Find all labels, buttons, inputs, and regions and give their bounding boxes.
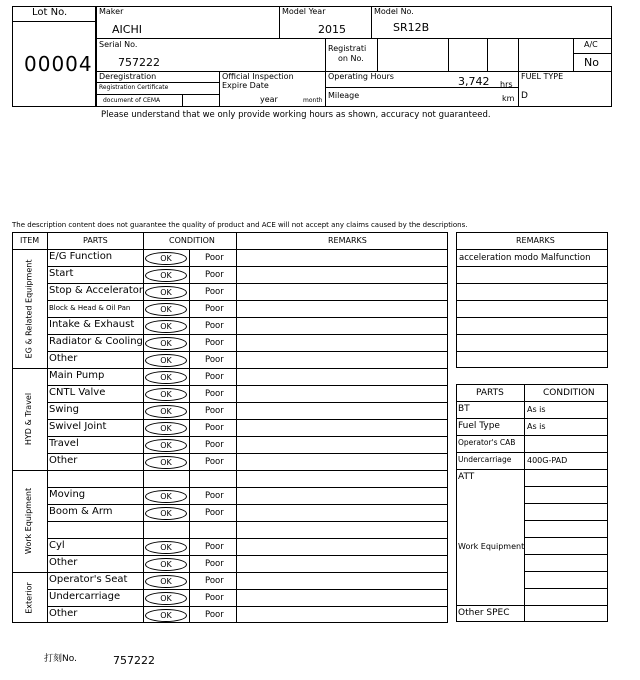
ac-label: A/C [584, 40, 598, 49]
month-label: month [303, 97, 323, 104]
poor-label: Poor [205, 423, 224, 433]
part-name: Other [49, 455, 78, 466]
ok-oval: OK [145, 286, 187, 299]
poor-label: Poor [205, 372, 224, 382]
divider [96, 94, 219, 95]
divider [47, 351, 448, 352]
cema-label: document of CEMA [103, 97, 161, 104]
divider [182, 94, 183, 107]
ac-value: No [584, 56, 599, 69]
divider [143, 232, 144, 623]
divider [456, 605, 608, 606]
part-name: Stop & Accelerator [49, 285, 144, 296]
divider [456, 435, 608, 436]
divider [47, 283, 448, 284]
poor-label: Poor [205, 389, 224, 399]
stamp-label: 打刻No. [44, 654, 77, 664]
group-label: Work Equipment [24, 487, 33, 555]
divider [12, 368, 448, 369]
divider [47, 266, 448, 267]
part-name: Moving [49, 489, 86, 500]
divider [219, 71, 220, 107]
group-label: HYD & Travel [24, 392, 33, 446]
parts-header: PARTS [476, 388, 504, 398]
divider [325, 38, 326, 107]
part-name: Operator's Seat [49, 574, 128, 585]
part-name: Main Pump [49, 370, 105, 381]
divider [96, 82, 219, 83]
ok-oval: OK [145, 252, 187, 265]
fuel-type-value: D [521, 91, 528, 101]
model-no-value: SR12B [393, 21, 430, 34]
divider [573, 38, 574, 71]
km-unit: km [502, 94, 515, 103]
divider [518, 38, 519, 107]
maker-label: Maker [99, 7, 124, 16]
divider [456, 452, 608, 453]
other-spec-label: Other SPEC [458, 608, 510, 618]
divider [377, 38, 378, 71]
poor-label: Poor [205, 287, 224, 297]
condition-header: CONDITION [543, 388, 595, 398]
ok-oval: OK [145, 456, 187, 469]
part-name: Swing [49, 404, 79, 415]
divider [487, 38, 488, 71]
operating-hours-value: 3,742 [458, 75, 490, 88]
divider [524, 571, 608, 572]
divider [456, 249, 608, 250]
serial-value: 757222 [118, 56, 160, 69]
deregistration-label: Deregistration [99, 72, 157, 81]
divider [236, 232, 237, 623]
serial-label: Serial No. [99, 40, 138, 49]
divider [47, 555, 448, 556]
ok-oval: OK [145, 541, 187, 554]
divider [524, 588, 608, 589]
ok-oval: OK [145, 609, 187, 622]
part-name: Other [49, 608, 78, 619]
divider [524, 537, 608, 538]
ok-oval: OK [145, 303, 187, 316]
part-name: Other [49, 557, 78, 568]
divider [47, 334, 448, 335]
group-label: EG & Related Equipment [24, 259, 33, 358]
fuel-type-label: FUEL TYPE [521, 72, 564, 81]
ok-oval: OK [145, 388, 187, 401]
header-condition: CONDITION [169, 236, 215, 245]
divider [371, 6, 372, 38]
inspection-label-2: Expire Date [222, 81, 269, 90]
divider [47, 385, 448, 386]
lot-label: Lot No. [32, 7, 68, 18]
poor-label: Poor [205, 304, 224, 314]
poor-label: Poor [205, 321, 224, 331]
ok-oval: OK [145, 558, 187, 571]
divider [47, 232, 48, 623]
divider [47, 453, 448, 454]
year-label: year [260, 95, 278, 104]
part-name: E/G Function [49, 251, 113, 262]
divider [47, 419, 448, 420]
part-name: Cyl [49, 540, 65, 551]
part-name: Start [49, 268, 74, 279]
mileage-label: Mileage [328, 91, 360, 100]
part-name: Other [49, 353, 78, 364]
ok-oval: OK [145, 371, 187, 384]
part-name: Radiator & Cooling [49, 336, 143, 347]
part-name: CNTL Valve [49, 387, 106, 398]
divider [456, 334, 608, 335]
divider [12, 249, 448, 250]
divider [47, 538, 448, 539]
work-equipment-label: Work Equipment [458, 542, 525, 551]
ok-oval: OK [145, 592, 187, 605]
model-year-label: Model Year [282, 7, 326, 16]
part-name: Undercarriage [49, 591, 121, 602]
divider [456, 300, 608, 301]
poor-label: Poor [205, 508, 224, 518]
header-remarks: REMARKS [328, 236, 367, 245]
poor-label: Poor [205, 457, 224, 467]
ok-oval: OK [145, 354, 187, 367]
divider [47, 436, 448, 437]
divider [573, 53, 612, 54]
divider [47, 521, 448, 522]
divider [456, 317, 608, 318]
operating-hours-label: Operating Hours [328, 72, 394, 81]
ok-oval: OK [145, 405, 187, 418]
ok-oval: OK [145, 575, 187, 588]
part-condition: As is [527, 405, 546, 414]
divider [47, 589, 448, 590]
remarks-header: REMARKS [516, 236, 555, 245]
registration-certificate-label: Registration Certificate [99, 84, 169, 91]
poor-label: Poor [205, 593, 224, 603]
ok-oval: OK [145, 320, 187, 333]
divider [47, 402, 448, 403]
part-condition: As is [527, 422, 546, 431]
divider [12, 21, 96, 22]
ok-oval: OK [145, 422, 187, 435]
ok-oval: OK [145, 507, 187, 520]
part-name: Intake & Exhaust [49, 319, 135, 330]
part-name: Travel [49, 438, 79, 449]
divider [524, 503, 608, 504]
att-label: ATT [458, 472, 475, 482]
part-label: Operator's CAB [458, 438, 516, 447]
divider [47, 487, 448, 488]
group-label: Exterior [24, 581, 33, 614]
poor-label: Poor [205, 440, 224, 450]
inspection-label: Official Inspection [222, 72, 294, 81]
stamp-value: 757222 [113, 654, 155, 667]
registration-label: Registrati [328, 44, 367, 53]
part-name: Boom & Arm [49, 506, 113, 517]
poor-label: Poor [205, 270, 224, 280]
lot-number: 00004 [24, 52, 93, 76]
ok-oval: OK [145, 490, 187, 503]
header-parts: PARTS [83, 236, 108, 245]
part-condition: 400G-PAD [527, 456, 568, 465]
hours-note: Please understand that we only provide working hours as shown, accuracy not guaranteed. [101, 110, 491, 120]
divider [448, 38, 449, 71]
poor-label: Poor [205, 355, 224, 365]
poor-label: Poor [205, 491, 224, 501]
divider [524, 486, 608, 487]
divider [47, 606, 448, 607]
poor-label: Poor [205, 559, 224, 569]
divider [12, 572, 448, 573]
divider [456, 283, 608, 284]
model-year-value: 2015 [318, 23, 346, 36]
ok-oval: OK [145, 439, 187, 452]
poor-label: Poor [205, 338, 224, 348]
remark-line: acceleration modo Malfunction [459, 253, 591, 263]
registration-label-2: on No. [338, 54, 364, 63]
part-name: Block & Head & Oil Pan [49, 304, 131, 312]
divider [456, 351, 608, 352]
divider [279, 6, 280, 38]
divider [96, 38, 612, 39]
poor-label: Poor [205, 406, 224, 416]
part-label: Undercarriage [458, 455, 512, 464]
divider [456, 418, 608, 419]
divider [456, 266, 608, 267]
divider [524, 520, 608, 521]
ok-oval: OK [145, 269, 187, 282]
hrs-unit: hrs [500, 80, 513, 89]
poor-label: Poor [205, 576, 224, 586]
description-note: The description content does not guarantee the quality of product and ACE will not accept any claims caused by the descriptions. [12, 221, 468, 229]
part-label: BT [458, 404, 470, 414]
divider [12, 470, 448, 471]
ok-oval: OK [145, 337, 187, 350]
divider [524, 554, 608, 555]
model-no-label: Model No. [374, 7, 414, 16]
divider [456, 469, 608, 470]
part-label: Fuel Type [458, 421, 500, 431]
divider [47, 504, 448, 505]
poor-label: Poor [205, 253, 224, 263]
header-item: ITEM [20, 236, 40, 245]
divider [47, 317, 448, 318]
part-name: Swivel Joint [49, 421, 107, 432]
divider [47, 300, 448, 301]
maker-value: AICHI [112, 23, 142, 36]
poor-label: Poor [205, 610, 224, 620]
poor-label: Poor [205, 542, 224, 552]
divider [456, 401, 608, 402]
